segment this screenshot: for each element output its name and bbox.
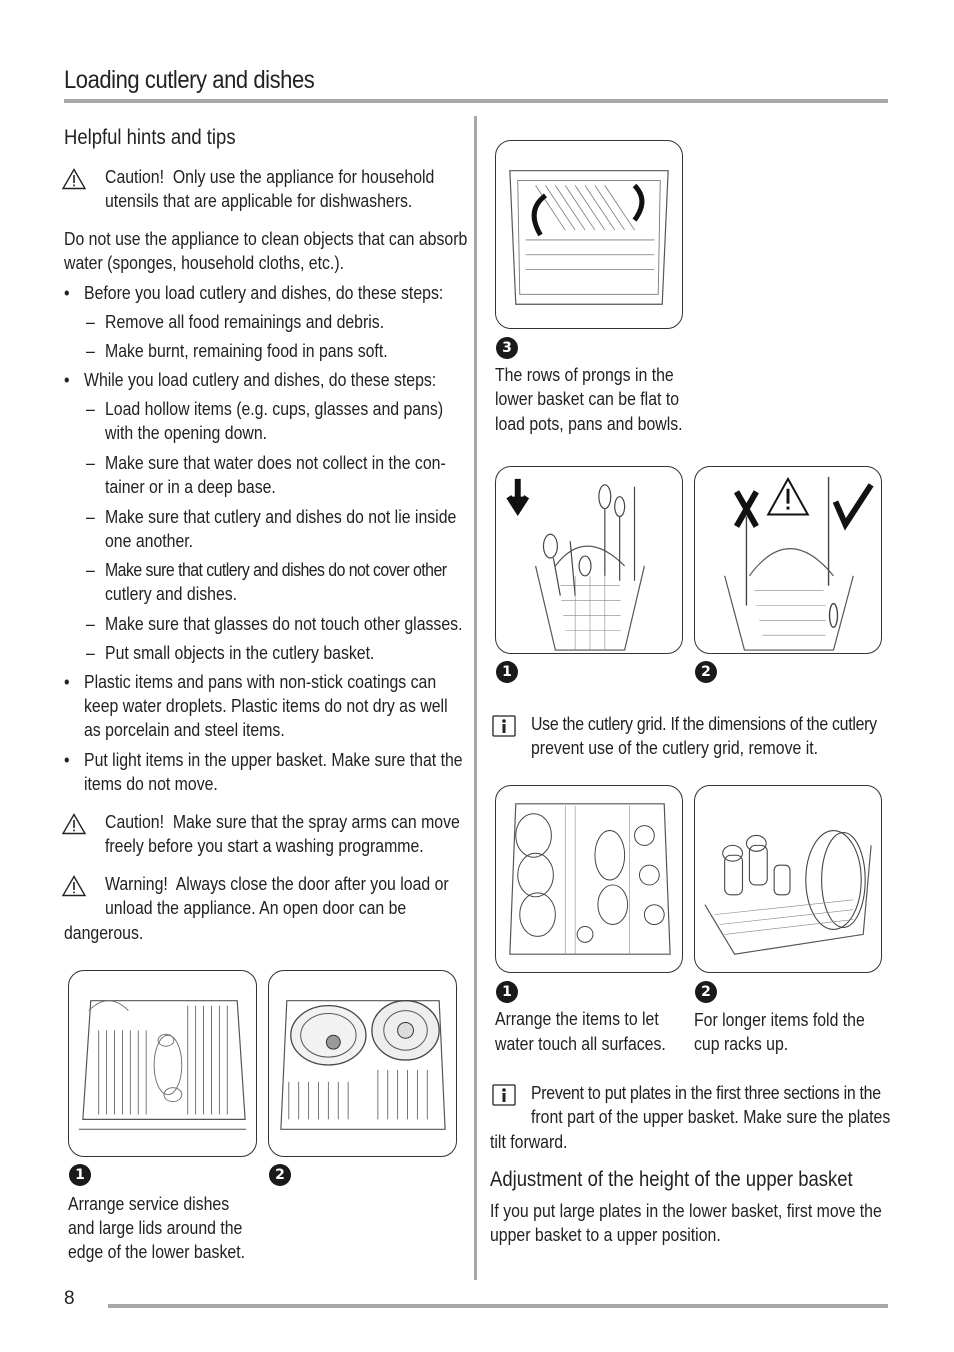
warning-text-line3: dangerous. [64, 923, 144, 943]
bullet-item-cont: keep water droplets. Plastic items do not dry as well [84, 696, 448, 716]
dash-item: Make burnt, remaining food in pans soft. [105, 341, 388, 361]
paragraph-line: water (sponges, household cloths, etc.). [64, 253, 345, 273]
figure-number-badge: 2 [269, 1164, 291, 1186]
figure-number-badge: 1 [69, 1164, 91, 1186]
paragraph-line: If you put large plates in the lower basket, first move the [490, 1201, 882, 1221]
figure-caption: For longer items fold the [694, 1010, 865, 1030]
dash-item: Make sure that glasses do not touch other glasses. [105, 614, 463, 634]
prong-rows-illustration [495, 140, 683, 329]
cutlery-basket-correct-illustration [495, 466, 683, 654]
dash-item-cont: with the opening down. [105, 423, 268, 443]
info-note-cont: front part of the upper basket. Make sure the plates [531, 1107, 891, 1127]
footer-divider [108, 1304, 888, 1308]
caution-text-line2: utensils that are applicable for dishwashers. [105, 191, 413, 211]
section-heading-height: Adjustment of the height of the upper basket [490, 1168, 853, 1191]
warning-triangle-icon [62, 168, 86, 190]
dash-item: Make sure that cutlery and dishes do not cover other [105, 560, 447, 580]
figure-caption: and large lids around the [68, 1218, 243, 1238]
dash-marker: – [86, 560, 95, 580]
warning-triangle-icon [62, 875, 86, 897]
info-note: Prevent to put plates in the first three sections in the [531, 1083, 881, 1103]
dash-item-cont: tainer or in a deep base. [105, 477, 276, 497]
paragraph-line: Do not use the appliance to clean objects that can absorb [64, 229, 468, 249]
bullet-dot: • [64, 750, 70, 770]
figure-caption: water touch all surfaces. [495, 1034, 666, 1054]
paragraph-line: upper basket to a upper position. [490, 1225, 721, 1245]
dash-marker: – [86, 312, 95, 332]
info-icon [492, 1084, 516, 1106]
caution-text-line2: freely before you start a washing programme. [105, 836, 424, 856]
figure-caption: edge of the lower basket. [68, 1242, 246, 1262]
dash-marker: – [86, 453, 95, 473]
figure-caption: The rows of prongs in the [495, 365, 674, 385]
section-heading-hints: Helpful hints and tips [64, 126, 236, 149]
figure-number-badge: 2 [695, 981, 717, 1003]
warning-note [105, 872, 449, 897]
bullet-dot: • [64, 370, 70, 390]
caution-label: Caution! [105, 167, 165, 187]
dash-item-cont: cutlery and dishes. [105, 584, 238, 604]
dash-marker: – [86, 614, 95, 634]
figure-number-badge: 1 [496, 981, 518, 1003]
figure-number-badge: 2 [695, 661, 717, 683]
column-divider [474, 116, 477, 1280]
caution-label: Caution! [105, 812, 165, 832]
figure-number-badge: 3 [496, 337, 518, 359]
caution-text: Make sure that the spray arms can move [172, 812, 460, 832]
dash-item: Make sure that water does not collect in the con- [105, 453, 446, 473]
info-icon [492, 715, 516, 737]
caution-text: Only use the appliance for household [172, 167, 435, 187]
dash-item: Remove all food remainings and debris. [105, 312, 385, 332]
page-title: Loading cutlery and dishes [64, 66, 315, 94]
figure-caption: Arrange the items to let [495, 1009, 659, 1029]
dash-item-cont: one another. [105, 531, 194, 551]
lower-basket-dishes-illustration [68, 970, 257, 1157]
bullet-item: Plastic items and pans with non-stick coatings can [84, 672, 437, 692]
bullet-item: Before you load cutlery and dishes, do these steps: [84, 283, 444, 303]
caution-note-1 [105, 165, 434, 190]
info-note-cont: tilt forward. [490, 1132, 568, 1152]
figure-number-badge: 1 [496, 661, 518, 683]
warning-label: Warning! [105, 874, 168, 894]
dash-marker: – [86, 341, 95, 361]
bullet-item-cont: items do not move. [84, 774, 218, 794]
lower-basket-pans-illustration [268, 970, 457, 1157]
upper-basket-loaded-illustration [495, 785, 683, 973]
figure-caption: lower basket can be flat to [495, 389, 680, 409]
dash-marker: – [86, 399, 95, 419]
bullet-dot: • [64, 283, 70, 303]
warning-text: Always close the door after you load or [175, 874, 449, 894]
dash-item: Make sure that cutlery and dishes do not lie inside [105, 507, 457, 527]
title-divider [64, 99, 888, 103]
upper-basket-cup-racks-illustration [694, 785, 882, 973]
dash-marker: – [86, 643, 95, 663]
dash-marker: – [86, 507, 95, 527]
bullet-item-cont: as porcelain and steel items. [84, 720, 285, 740]
figure-caption: cup racks up. [694, 1034, 789, 1054]
warning-triangle-icon [62, 813, 86, 835]
page-number: 8 [64, 1288, 75, 1309]
figure-caption: Arrange service dishes [68, 1194, 230, 1214]
bullet-item: While you load cutlery and dishes, do these steps: [84, 370, 437, 390]
caution-note-2 [105, 810, 460, 835]
warning-text-line2: unload the appliance. An open door can be [105, 898, 407, 918]
figure-caption: load pots, pans and bowls. [495, 414, 683, 434]
cutlery-basket-grid-illustration [694, 466, 882, 654]
info-note: Use the cutlery grid. If the dimensions of the cutlery [531, 714, 877, 734]
bullet-dot: • [64, 672, 70, 692]
info-note-cont: prevent use of the cutlery grid, remove it. [531, 738, 819, 758]
dash-item: Put small objects in the cutlery basket. [105, 643, 375, 663]
dash-item: Load hollow items (e.g. cups, glasses and pans) [105, 399, 444, 419]
bullet-item: Put light items in the upper basket. Make sure that the [84, 750, 463, 770]
